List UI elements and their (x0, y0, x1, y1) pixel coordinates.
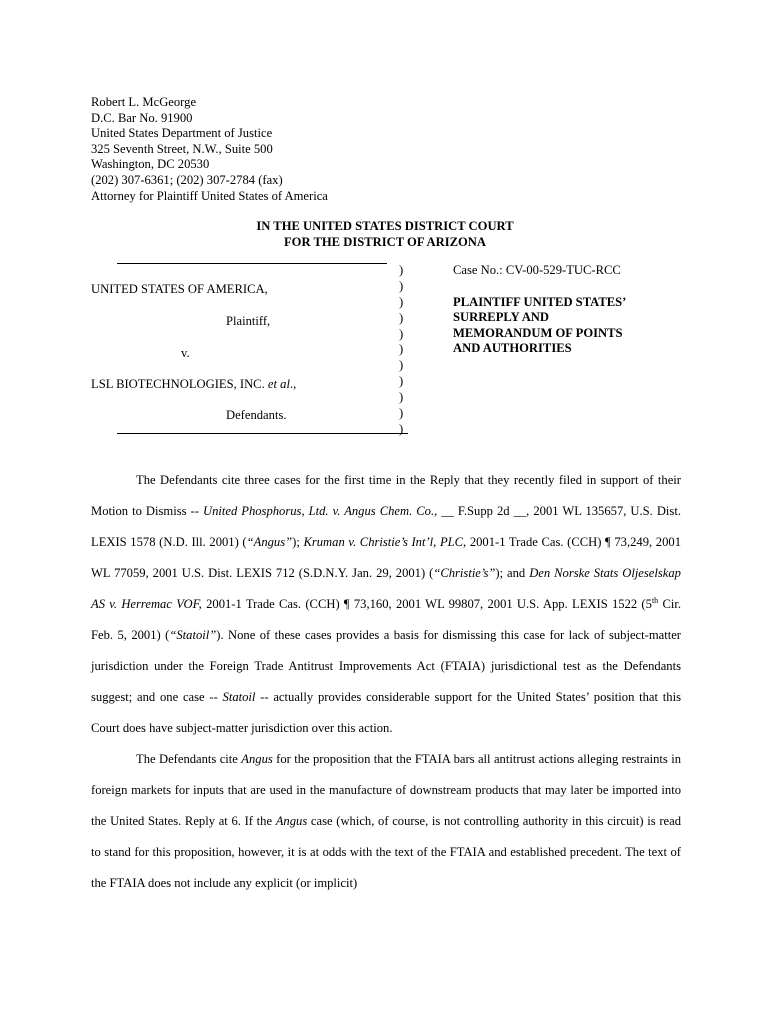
p1-text: 2001-1 Trade Cas. (CCH) ¶ 73,160, 2001 WL 99807, 2001 U.S. App. LEXIS 1522 (5 (201, 597, 652, 611)
document-title-line: PLAINTIFF UNITED STATES’ (453, 294, 627, 309)
p1-text: -- actually provides considerable support for the United States’ position that this Court does have subject-matter jurisdiction over this action. (91, 690, 681, 735)
body-text (91, 465, 681, 899)
caption-paren: ) (399, 263, 404, 277)
caption-paren: ) (399, 342, 404, 357)
paragraph-1 (91, 465, 681, 744)
caption-paren: ) (399, 326, 404, 341)
p1-text: ); (292, 535, 304, 549)
document-title-line: MEMORANDUM OF POINTS (453, 325, 623, 340)
attorney-street: 325 Seventh Street, N.W., Suite 500 (91, 141, 273, 156)
case-short-name: Angus (275, 814, 308, 828)
caption-paren: ) (399, 421, 404, 436)
case-citation: Kruman v. Christie’s Int’l, PLC, (303, 535, 467, 549)
versus-label: v. (181, 346, 190, 360)
caption-paren: ) (399, 406, 404, 421)
plaintiff-label: Plaintiff, (226, 314, 271, 328)
attorney-name: Robert L. McGeorge (91, 95, 197, 109)
caption-top-rule (117, 263, 387, 264)
ordinal-superscript: th (651, 595, 659, 605)
attorney-phone: (202) 307-6361; (202) 307-2784 (fax) (91, 172, 283, 187)
caption-paren: ) (399, 374, 404, 389)
defendant-name (91, 377, 296, 393)
p1-text: ); and (495, 566, 530, 580)
p1-text: ). None of these cases provides a basis for dismissing this case for lack of subject-matter jurisdiction under the Foreign Trade Antitrust Improvements Act (FTAIA) jurisdictional test as the Defendants suggest; and one case -- (91, 628, 681, 704)
caption-paren: ) (399, 294, 404, 309)
case-short-name: Statoil (222, 690, 256, 704)
attorney-bar-number: D.C. Bar No. 91900 (91, 110, 193, 125)
case-short-name: “Christie’s” (433, 566, 496, 580)
document-title-line: AND AUTHORITIES (453, 341, 572, 356)
attorney-organization: United States Department of Justice (91, 126, 273, 141)
case-box (453, 263, 626, 357)
caption-paren: ) (399, 390, 404, 405)
court-name: IN THE UNITED STATES DISTRICT COURT (256, 219, 514, 233)
defendant-company: LSL BIOTECHNOLOGIES, INC. (91, 377, 265, 391)
attorney-city: Washington, DC 20530 (91, 157, 210, 172)
caption-paren: ) (399, 278, 404, 293)
plaintiff-name: UNITED STATES OF AMERICA, (91, 282, 268, 296)
court-heading (0, 219, 770, 250)
document-title (453, 295, 626, 357)
attorney-block (91, 95, 328, 204)
defendant-label: Defendants. (226, 408, 287, 422)
case-short-name: Angus (241, 752, 273, 766)
caption-paren: ) (399, 310, 404, 325)
attorney-role: Attorney for Plaintiff United States of America (91, 188, 328, 203)
case-number: Case No.: CV-00-529-TUC-RCC (453, 263, 621, 277)
caption-parenthesis-column (399, 263, 403, 438)
caption-paren: ) (399, 358, 404, 373)
defendant-et-al: et al (267, 377, 290, 391)
defendant-suffix: ., (289, 377, 297, 391)
p2-text: The Defendants cite (136, 752, 242, 766)
caption-bottom-rule (117, 433, 408, 434)
case-short-name: “Angus” (246, 535, 293, 549)
court-district: FOR THE DISTRICT OF ARIZONA (283, 234, 486, 249)
case-short-name: “Statoil” (169, 628, 217, 642)
case-citation: United Phosphorus, Ltd. v. Angus Chem. Co. (202, 504, 435, 518)
p2-text: case (which, of course, is not controlling authority in this circuit) is read to stand for this proposition, however, it is at odds with the text of the FTAIA and established precedent. The text of the FTAIA does not include any explicit (or implicit) (91, 814, 681, 890)
p1-text: , __ F.Supp 2d __, 2001 WL 135657, U.S. Dist. LEXIS 1578 (N.D. Ill. 2001) ( (91, 504, 681, 549)
p2-text: for the proposition that the FTAIA bars all antitrust actions alleging restraints in foreign markets for inputs that are used in the manufacture of downstream products that may later be imported into the United States. Reply at 6. If the (91, 752, 681, 828)
document-title-line: SURREPLY AND (453, 310, 549, 325)
paragraph-2 (91, 744, 681, 899)
p1-text: Cir. Feb. 5, 2001) ( (91, 597, 681, 642)
case-citation: Den Norske Stats Oljeselskap AS v. Herremac VOF, (91, 566, 681, 611)
p1-text: The Defendants cite three cases for the first time in the Reply that they recently filed in support of their Motion to Dismiss -- (91, 473, 681, 518)
p1-text: 2001-1 Trade Cas. (CCH) ¶ 73,249, 2001 WL 77059, 2001 U.S. Dist. LEXIS 712 (S.D.N.Y. Jan. 29, 2001) ( (91, 535, 681, 580)
